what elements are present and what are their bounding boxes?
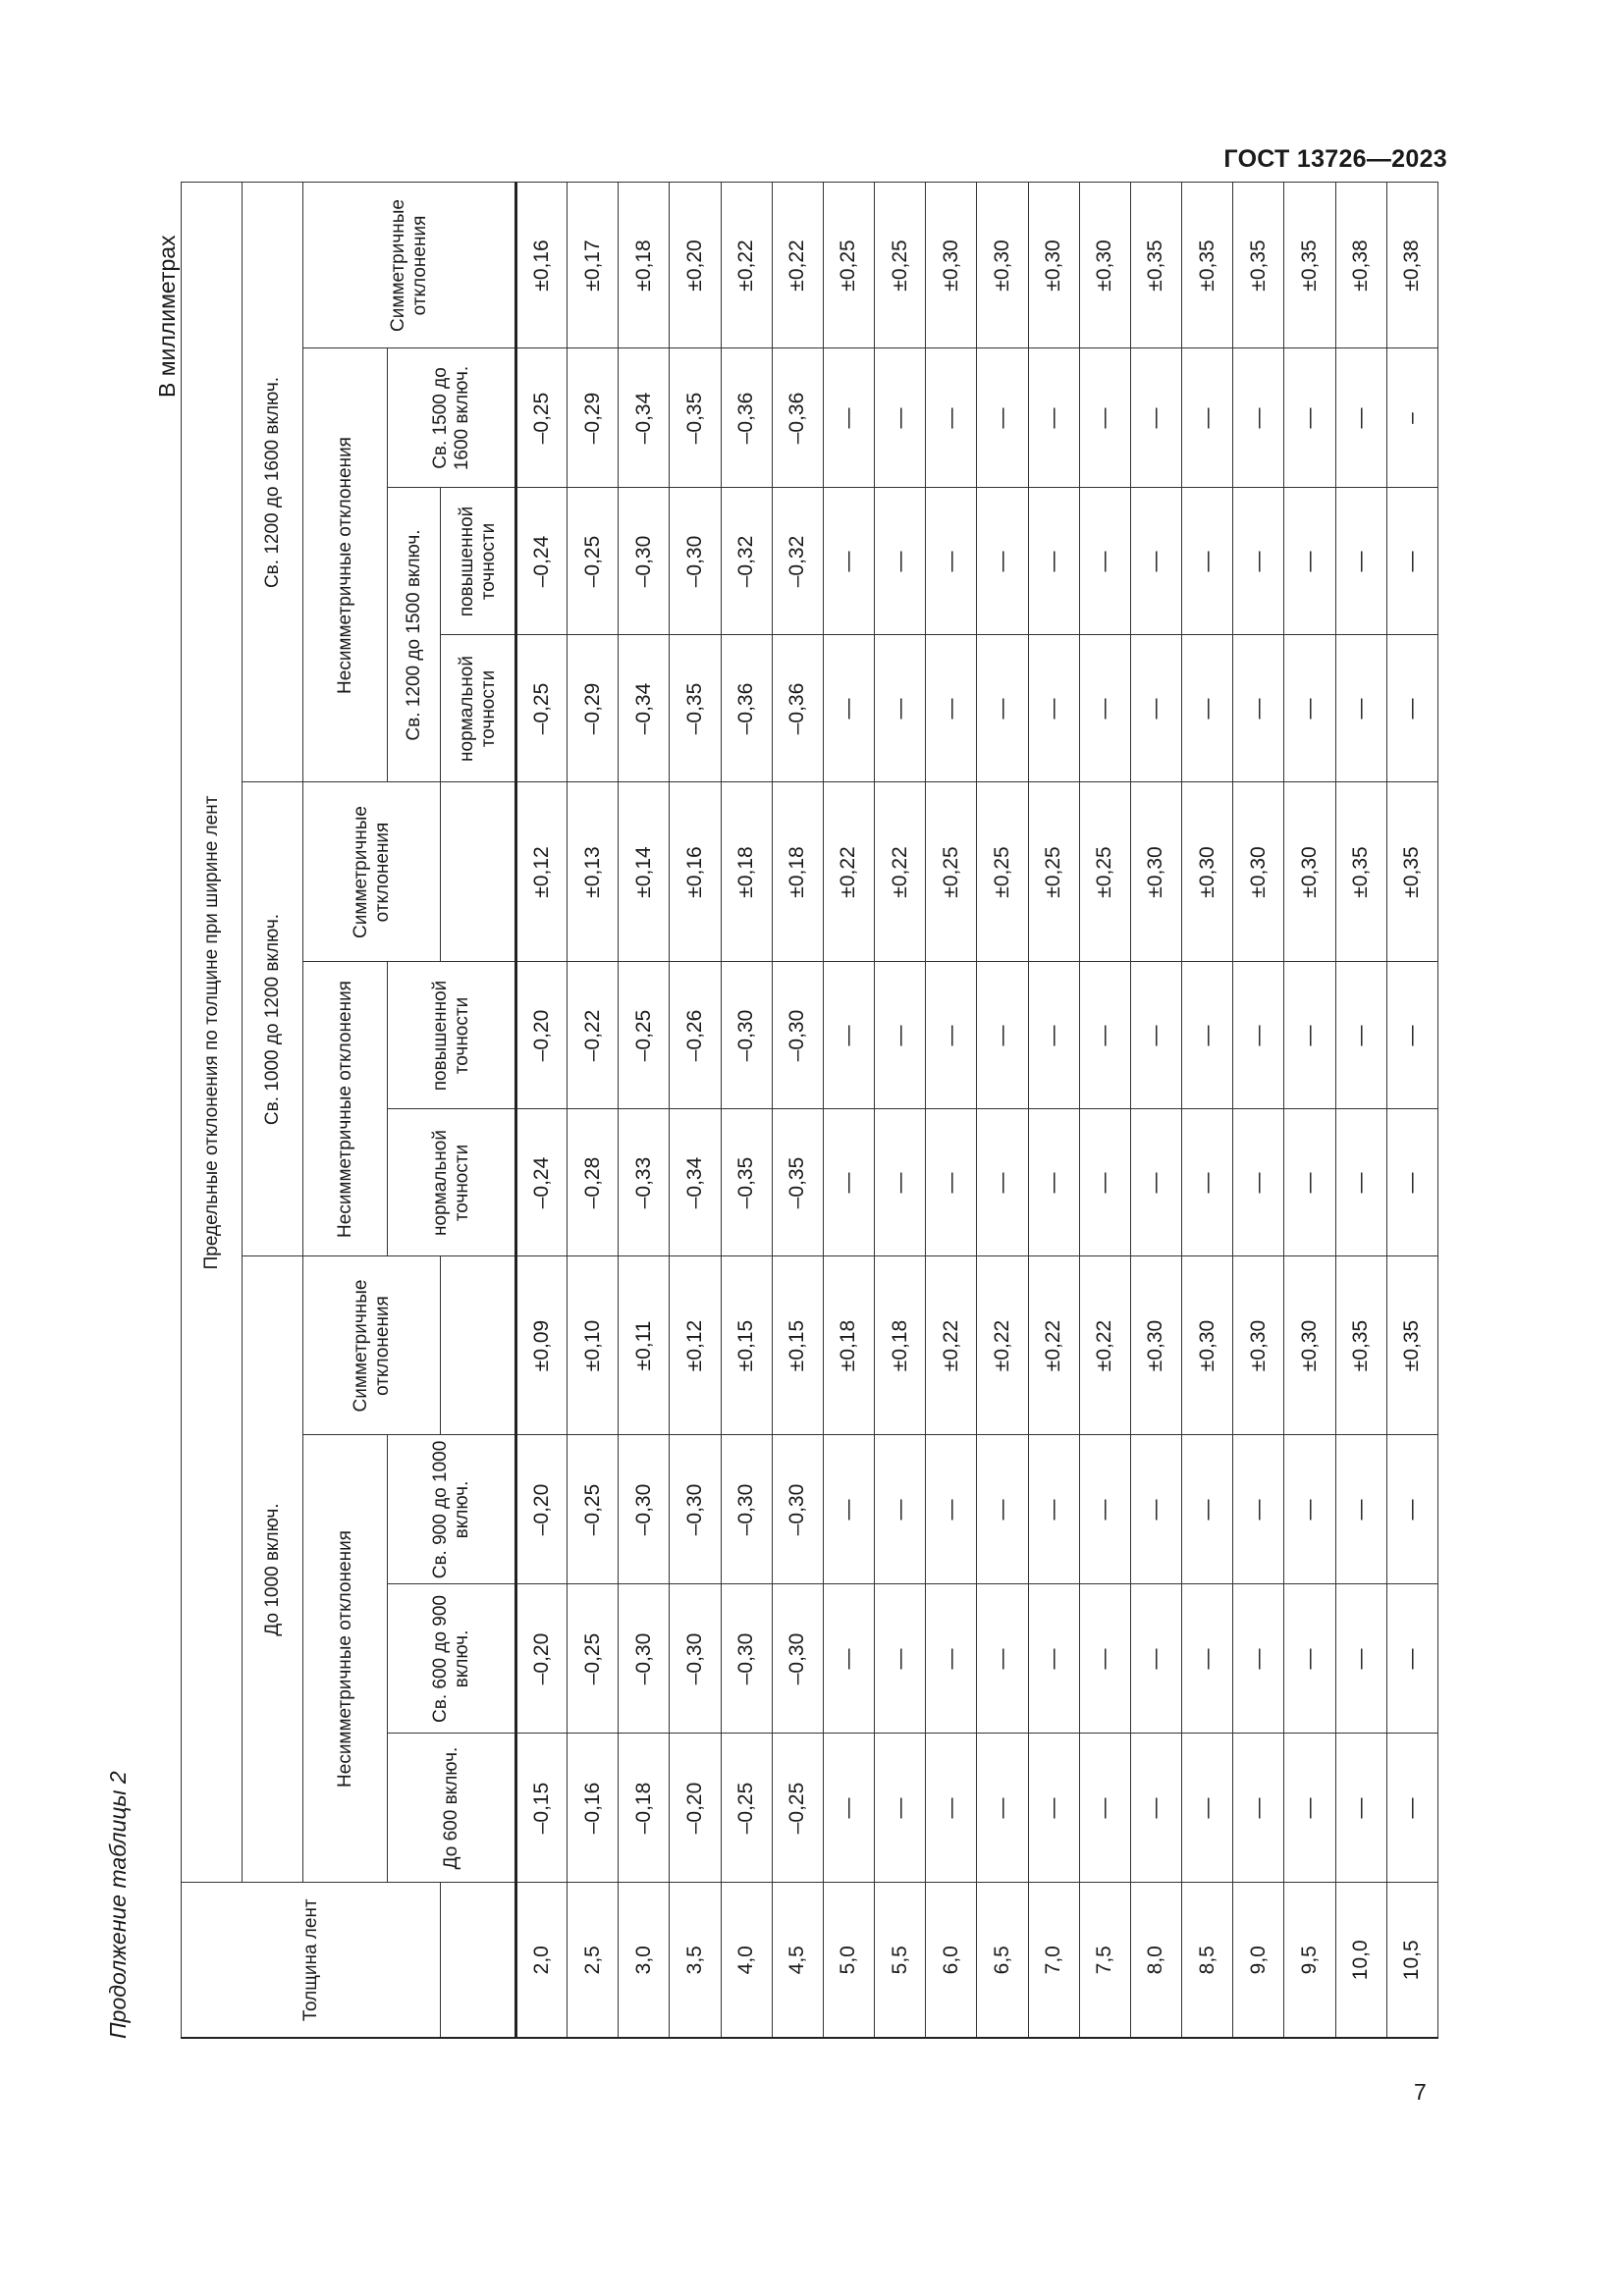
deviation-cell: —	[926, 962, 977, 1109]
header-g1-sym: Симметричные отклонения	[303, 1256, 441, 1435]
table-row	[1233, 183, 1284, 2038]
deviation-cell: –0,20	[670, 1734, 721, 1883]
table-row	[1028, 183, 1079, 2038]
deviation-cell: –0,25	[619, 962, 670, 1109]
table-row	[772, 183, 823, 2038]
deviation-cell: —	[926, 488, 977, 635]
deviation-cell: –0,30	[619, 1584, 670, 1734]
header-g1-sub-c: Св. 900 до 1000 включ.	[388, 1435, 516, 1584]
tolerance-table-container	[181, 199, 1437, 2039]
deviation-cell: —	[1130, 635, 1181, 782]
deviation-cell: —	[1028, 962, 1079, 1109]
deviation-cell: –0,20	[516, 962, 568, 1109]
deviation-cell: —	[1284, 1584, 1335, 1734]
deviation-cell: —	[1335, 635, 1386, 782]
thickness-cell: 4,5	[772, 1883, 823, 2038]
deviation-cell: —	[823, 488, 874, 635]
deviation-cell: —	[823, 1734, 874, 1883]
deviation-cell: –0,32	[772, 488, 823, 635]
header-g1-sub-b: Св. 600 до 900 включ.	[388, 1584, 516, 1734]
header-g3-asym: Несимметричные отклонения	[303, 348, 388, 782]
deviation-cell: –0,30	[772, 1584, 823, 1734]
deviation-cell: –0,30	[619, 1435, 670, 1584]
unit-label: В миллиметрах	[154, 235, 180, 398]
deviation-cell: —	[1386, 962, 1437, 1109]
header-thickness-tail	[441, 1883, 516, 2038]
deviation-cell: —	[1233, 1435, 1284, 1584]
thickness-cell: 2,0	[516, 1883, 568, 2038]
deviation-cell: –	[1386, 348, 1437, 488]
header-limits: Предельные отклонения по толщине при ширине лент	[182, 183, 243, 1883]
deviation-cell: –0,22	[568, 962, 619, 1109]
deviation-cell: —	[1079, 1584, 1130, 1734]
deviation-cell: —	[1233, 962, 1284, 1109]
deviation-cell: ±0,30	[977, 183, 1028, 348]
deviation-cell: –0,30	[721, 1435, 772, 1584]
deviation-cell: —	[1284, 962, 1335, 1109]
deviation-cell: –0,34	[670, 1109, 721, 1256]
header-g2-sub-b: повышенной точности	[388, 962, 516, 1109]
deviation-cell: ±0,30	[1182, 1256, 1233, 1435]
deviation-cell: ±0,30	[1233, 1256, 1284, 1435]
thickness-cell: 3,0	[619, 1883, 670, 2038]
deviation-cell: –0,35	[670, 348, 721, 488]
deviation-cell: ±0,20	[670, 183, 721, 348]
deviation-cell: ±0,17	[568, 183, 619, 348]
deviation-cell: —	[926, 1109, 977, 1256]
deviation-cell: –0,30	[619, 488, 670, 635]
deviation-cell: –0,34	[619, 635, 670, 782]
header-g2-sym: Симметричные отклонения	[303, 782, 441, 962]
deviation-cell: —	[1386, 488, 1437, 635]
deviation-cell: —	[1130, 962, 1181, 1109]
table-row	[1284, 183, 1335, 2038]
deviation-cell: ±0,35	[1386, 782, 1437, 962]
deviation-cell: –0,30	[772, 962, 823, 1109]
table-row	[568, 183, 619, 2038]
deviation-cell: —	[1233, 488, 1284, 635]
deviation-cell: —	[1182, 348, 1233, 488]
thickness-cell: 9,0	[1233, 1883, 1284, 2038]
deviation-cell: ±0,14	[619, 782, 670, 962]
deviation-cell: –0,20	[516, 1584, 568, 1734]
deviation-cell: ±0,35	[1182, 183, 1233, 348]
deviation-cell: —	[1130, 1109, 1181, 1256]
deviation-cell: ±0,12	[670, 1256, 721, 1435]
deviation-cell: –0,26	[670, 962, 721, 1109]
deviation-cell: –0,24	[516, 488, 568, 635]
deviation-cell: ±0,38	[1386, 183, 1437, 348]
deviation-cell: ±0,09	[516, 1256, 568, 1435]
deviation-cell: –0,30	[670, 1584, 721, 1734]
deviation-cell: —	[1028, 488, 1079, 635]
deviation-cell: —	[1028, 635, 1079, 782]
deviation-cell: —	[875, 1584, 926, 1734]
deviation-cell: —	[1335, 1734, 1386, 1883]
deviation-cell: –0,30	[670, 488, 721, 635]
deviation-cell: —	[1335, 1109, 1386, 1256]
deviation-cell: –0,35	[721, 1109, 772, 1256]
table-continuation-label: Продолжение таблицы 2	[105, 1771, 131, 2039]
deviation-cell: —	[1079, 1109, 1130, 1256]
table-row	[977, 183, 1028, 2038]
header-g2-asym: Несимметричные отклонения	[303, 962, 388, 1256]
deviation-cell: ±0,22	[1079, 1256, 1130, 1435]
deviation-cell: —	[1130, 1584, 1181, 1734]
deviation-cell: ±0,16	[516, 183, 568, 348]
deviation-cell: —	[1028, 1435, 1079, 1584]
deviation-cell: ±0,12	[516, 782, 568, 962]
table-row	[875, 183, 926, 2038]
thickness-cell: 5,0	[823, 1883, 874, 2038]
deviation-cell: –0,16	[568, 1734, 619, 1883]
deviation-cell: —	[1233, 635, 1284, 782]
deviation-cell: —	[1233, 1734, 1284, 1883]
header-g3-sub-a: нормальной точности	[441, 635, 516, 782]
deviation-cell: ±0,10	[568, 1256, 619, 1435]
deviation-cell: ±0,18	[875, 1256, 926, 1435]
table-row	[1130, 183, 1181, 2038]
thickness-cell: 9,5	[1284, 1883, 1335, 2038]
deviation-cell: ±0,35	[1335, 782, 1386, 962]
deviation-cell: ±0,30	[1284, 1256, 1335, 1435]
deviation-cell: —	[1028, 1109, 1079, 1256]
deviation-cell: ±0,35	[1284, 183, 1335, 348]
deviation-cell: –0,29	[568, 635, 619, 782]
deviation-cell: —	[977, 348, 1028, 488]
deviation-cell: —	[1284, 635, 1335, 782]
deviation-cell: –0,34	[619, 348, 670, 488]
deviation-cell: —	[1079, 488, 1130, 635]
deviation-cell: —	[1182, 635, 1233, 782]
deviation-cell: ±0,22	[875, 782, 926, 962]
deviation-cell: –0,18	[619, 1734, 670, 1883]
deviation-cell: —	[926, 1584, 977, 1734]
header-g3-sub-b: повышенной точности	[441, 488, 516, 635]
thickness-cell: 8,5	[1182, 1883, 1233, 2038]
deviation-cell: —	[875, 1734, 926, 1883]
deviation-cell: —	[1079, 348, 1130, 488]
deviation-cell: —	[823, 1435, 874, 1584]
deviation-cell: —	[875, 962, 926, 1109]
table-row	[670, 183, 721, 2038]
deviation-cell: –0,25	[516, 348, 568, 488]
deviation-cell: —	[1335, 962, 1386, 1109]
deviation-cell: —	[977, 1584, 1028, 1734]
header-g3-sub-c: Св. 1500 до 1600 включ.	[388, 348, 516, 488]
deviation-cell: —	[1386, 1109, 1437, 1256]
deviation-cell: —	[1028, 348, 1079, 488]
header-g1-asym: Несимметричные отклонения	[303, 1435, 388, 1883]
deviation-cell: —	[823, 1584, 874, 1734]
deviation-cell: —	[977, 488, 1028, 635]
header-g3-sub-ab: Св. 1200 до 1500 включ.	[388, 488, 441, 782]
page-number: 7	[1414, 2079, 1427, 2105]
deviation-cell: —	[977, 1734, 1028, 1883]
deviation-cell: —	[1028, 1734, 1079, 1883]
deviation-cell: —	[1182, 962, 1233, 1109]
table-row	[516, 183, 568, 2038]
thickness-cell: 8,0	[1130, 1883, 1181, 2038]
deviation-cell: ±0,18	[721, 782, 772, 962]
deviation-cell: —	[977, 1435, 1028, 1584]
deviation-cell: —	[926, 1734, 977, 1883]
deviation-cell: ±0,18	[823, 1256, 874, 1435]
thickness-cell: 10,0	[1335, 1883, 1386, 2038]
deviation-cell: –0,25	[568, 1584, 619, 1734]
deviation-cell: –0,25	[721, 1734, 772, 1883]
deviation-cell: —	[926, 1435, 977, 1584]
deviation-cell: ±0,22	[977, 1256, 1028, 1435]
deviation-cell: –0,36	[721, 635, 772, 782]
deviation-cell: –0,36	[772, 635, 823, 782]
deviation-cell: —	[1284, 1734, 1335, 1883]
deviation-cell: —	[1284, 1435, 1335, 1584]
deviation-cell: —	[1233, 1109, 1284, 1256]
deviation-cell: ±0,25	[977, 782, 1028, 962]
deviation-cell: ±0,16	[670, 782, 721, 962]
deviation-cell: ±0,30	[1284, 782, 1335, 962]
deviation-cell: ±0,11	[619, 1256, 670, 1435]
deviation-cell: —	[926, 635, 977, 782]
deviation-cell: ±0,30	[1130, 782, 1181, 962]
deviation-cell: ±0,25	[1028, 782, 1079, 962]
deviation-cell: —	[1335, 1584, 1386, 1734]
deviation-cell: –0,36	[721, 348, 772, 488]
header-g2-sub-a: нормальной точности	[388, 1109, 516, 1256]
thickness-cell: 10,5	[1386, 1883, 1437, 2038]
deviation-cell: —	[1386, 1435, 1437, 1584]
thickness-cell: 6,5	[977, 1883, 1028, 2038]
table-row	[926, 183, 977, 2038]
deviation-cell: —	[977, 962, 1028, 1109]
deviation-cell: ±0,30	[926, 183, 977, 348]
deviation-cell: –0,33	[619, 1109, 670, 1256]
deviation-cell: —	[1182, 1584, 1233, 1734]
table-row	[619, 183, 670, 2038]
deviation-cell: ±0,30	[1079, 183, 1130, 348]
deviation-cell: ±0,22	[823, 782, 874, 962]
deviation-cell: –0,30	[721, 1584, 772, 1734]
deviation-cell: —	[1386, 1734, 1437, 1883]
thickness-cell: 6,0	[926, 1883, 977, 2038]
deviation-cell: ±0,25	[875, 183, 926, 348]
deviation-cell: –0,30	[670, 1435, 721, 1584]
thickness-cell: 7,5	[1079, 1883, 1130, 2038]
deviation-cell: —	[1233, 1584, 1284, 1734]
header-g2-sym-tail	[441, 782, 516, 962]
deviation-cell: —	[1335, 348, 1386, 488]
deviation-cell: —	[1284, 1109, 1335, 1256]
deviation-cell: ±0,25	[926, 782, 977, 962]
header-g1-sub-a: До 600 включ.	[388, 1734, 516, 1883]
deviation-cell: —	[1079, 635, 1130, 782]
table-row	[721, 183, 772, 2038]
deviation-cell: ±0,18	[619, 183, 670, 348]
header-group-1: До 1000 включ.	[243, 1256, 303, 1883]
deviation-cell: ±0,13	[568, 782, 619, 962]
deviation-cell: —	[1130, 348, 1181, 488]
deviation-cell: –0,24	[516, 1109, 568, 1256]
deviation-cell: —	[1335, 1435, 1386, 1584]
deviation-cell: ±0,22	[721, 183, 772, 348]
deviation-cell: —	[1130, 1734, 1181, 1883]
deviation-cell: ±0,15	[772, 1256, 823, 1435]
deviation-cell: –0,29	[568, 348, 619, 488]
deviation-cell: —	[1233, 348, 1284, 488]
deviation-cell: —	[875, 1109, 926, 1256]
deviation-cell: —	[1386, 1584, 1437, 1734]
deviation-cell: —	[1079, 962, 1130, 1109]
deviation-cell: —	[1182, 1435, 1233, 1584]
deviation-cell: ±0,22	[1028, 1256, 1079, 1435]
deviation-cell: –0,35	[670, 635, 721, 782]
deviation-cell: —	[1079, 1435, 1130, 1584]
table-row	[1182, 183, 1233, 2038]
thickness-cell: 2,5	[568, 1883, 619, 2038]
deviation-cell: —	[1284, 488, 1335, 635]
deviation-cell: —	[1182, 1734, 1233, 1883]
deviation-cell: ±0,18	[772, 782, 823, 962]
thickness-cell: 3,5	[670, 1883, 721, 2038]
deviation-cell: ±0,30	[1182, 782, 1233, 962]
deviation-cell: —	[1130, 1435, 1181, 1584]
header-g3-sym: Симметричные отклонения	[303, 183, 516, 348]
header-group-2: Св. 1000 до 1200 включ.	[243, 782, 303, 1256]
tolerance-table	[181, 182, 1438, 2039]
deviation-cell: —	[926, 348, 977, 488]
deviation-cell: –0,28	[568, 1109, 619, 1256]
deviation-cell: –0,32	[721, 488, 772, 635]
deviation-cell: —	[1130, 488, 1181, 635]
deviation-cell: ±0,25	[1079, 782, 1130, 962]
deviation-cell: —	[1079, 1734, 1130, 1883]
deviation-cell: ±0,22	[926, 1256, 977, 1435]
deviation-cell: —	[977, 1109, 1028, 1256]
deviation-cell: ±0,35	[1233, 183, 1284, 348]
deviation-cell: ±0,35	[1386, 1256, 1437, 1435]
deviation-cell: ±0,35	[1130, 183, 1181, 348]
deviation-cell: –0,25	[772, 1734, 823, 1883]
table-row	[1335, 183, 1386, 2038]
deviation-cell: —	[875, 348, 926, 488]
deviation-cell: ±0,25	[823, 183, 874, 348]
deviation-cell: ±0,30	[1028, 183, 1079, 348]
header-group-3: Св. 1200 до 1600 включ.	[243, 183, 303, 782]
table-row	[1386, 183, 1437, 2038]
deviation-cell: —	[1182, 488, 1233, 635]
table-row	[823, 183, 874, 2038]
thickness-cell: 4,0	[721, 1883, 772, 2038]
deviation-cell: —	[977, 635, 1028, 782]
deviation-cell: —	[823, 348, 874, 488]
deviation-cell: —	[875, 1435, 926, 1584]
deviation-cell: ±0,15	[721, 1256, 772, 1435]
deviation-cell: –0,25	[516, 635, 568, 782]
deviation-cell: –0,30	[721, 962, 772, 1109]
header-g1-sym-tail	[441, 1256, 516, 1435]
deviation-cell: —	[823, 962, 874, 1109]
table-row	[1079, 183, 1130, 2038]
deviation-cell: –0,30	[772, 1435, 823, 1584]
deviation-cell: —	[1386, 635, 1437, 782]
deviation-cell: –0,35	[772, 1109, 823, 1256]
deviation-cell: —	[1335, 488, 1386, 635]
deviation-cell: –0,20	[516, 1435, 568, 1584]
deviation-cell: –0,15	[516, 1734, 568, 1883]
deviation-cell: —	[875, 488, 926, 635]
deviation-cell: ±0,22	[772, 183, 823, 348]
deviation-cell: —	[1284, 348, 1335, 488]
deviation-cell: —	[1182, 1109, 1233, 1256]
deviation-cell: –0,36	[772, 348, 823, 488]
deviation-cell: —	[1028, 1584, 1079, 1734]
thickness-cell: 5,5	[875, 1883, 926, 2038]
deviation-cell: ±0,35	[1335, 1256, 1386, 1435]
deviation-cell: ±0,30	[1233, 782, 1284, 962]
deviation-cell: ±0,30	[1130, 1256, 1181, 1435]
header-thickness: Толщина лент	[182, 1883, 441, 2038]
thickness-cell: 7,0	[1028, 1883, 1079, 2038]
deviation-cell: –0,25	[568, 488, 619, 635]
deviation-cell: —	[823, 1109, 874, 1256]
deviation-cell: —	[875, 635, 926, 782]
standard-code: ГОСТ 13726—2023	[1223, 145, 1447, 173]
deviation-cell: –0,25	[568, 1435, 619, 1584]
deviation-cell: ±0,38	[1335, 183, 1386, 348]
deviation-cell: —	[823, 635, 874, 782]
